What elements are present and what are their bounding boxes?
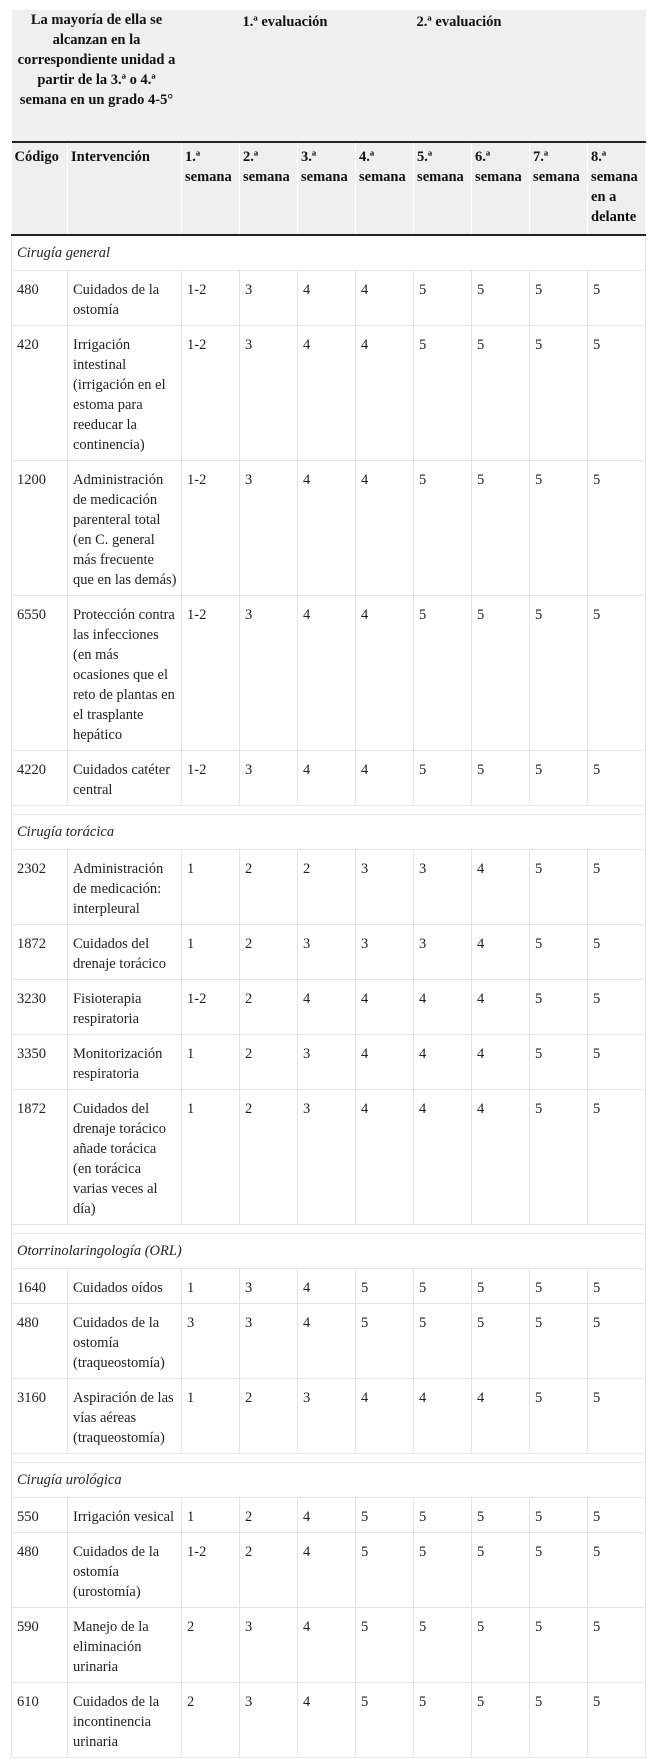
week-3-cell: 4	[298, 1498, 356, 1533]
column-header-8: 7.ª semana	[530, 142, 588, 235]
week-2-cell: 3	[240, 1608, 298, 1683]
week-1-cell: 1	[182, 925, 240, 980]
table-row	[12, 1035, 646, 1090]
week-5-cell: 4	[414, 1035, 472, 1090]
week-2-cell: 2	[240, 1090, 298, 1225]
table-row	[12, 751, 646, 806]
intervention-cell: Cuidados de la ostomía	[68, 271, 182, 326]
week-8-cell: 5	[588, 1533, 646, 1608]
week-7-cell: 5	[530, 1304, 588, 1379]
week-3-cell: 4	[298, 1304, 356, 1379]
week-5-cell: 5	[414, 1269, 472, 1304]
week-2-cell: 3	[240, 1683, 298, 1758]
code-cell: 1872	[12, 925, 68, 980]
table-row	[12, 850, 646, 925]
week-8-cell: 5	[588, 980, 646, 1035]
week-1-cell: 1-2	[182, 326, 240, 461]
column-header-1: Intervención	[68, 142, 182, 235]
section-title: Cirugía general	[12, 235, 646, 271]
table-row	[12, 596, 646, 751]
week-5-cell: 4	[414, 980, 472, 1035]
week-8-cell: 5	[588, 1304, 646, 1379]
week-7-cell: 5	[530, 1035, 588, 1090]
column-header-2: 1.ª semana	[182, 142, 240, 235]
week-3-cell: 4	[298, 1683, 356, 1758]
week-8-cell: 5	[588, 1683, 646, 1758]
table-row	[12, 271, 646, 326]
week-2-cell: 3	[240, 751, 298, 806]
nic-evaluation-table	[11, 10, 646, 1758]
week-3-cell: 4	[298, 980, 356, 1035]
week-4-cell: 4	[356, 751, 414, 806]
week-4-cell: 5	[356, 1608, 414, 1683]
week-7-cell: 5	[530, 326, 588, 461]
week-6-cell: 5	[472, 751, 530, 806]
week-8-cell: 5	[588, 596, 646, 751]
week-4-cell: 4	[356, 326, 414, 461]
week-6-cell: 5	[472, 461, 530, 596]
week-3-cell: 3	[298, 1379, 356, 1454]
intervention-cell: Cuidados catéter central	[68, 751, 182, 806]
intervention-cell: Aspiración de las vías aéreas (traqueostomía)	[68, 1379, 182, 1454]
week-3-cell: 4	[298, 1533, 356, 1608]
week-6-cell: 4	[472, 850, 530, 925]
table-row	[12, 1498, 646, 1533]
week-1-cell: 1	[182, 1379, 240, 1454]
week-3-cell: 4	[298, 751, 356, 806]
week-2-cell: 3	[240, 271, 298, 326]
week-8-cell: 5	[588, 1498, 646, 1533]
section-row	[12, 235, 646, 271]
intervention-cell: Administración de medicación parenteral total (en C. general más frecuente que en las demás)	[68, 461, 182, 596]
week-3-cell: 4	[298, 461, 356, 596]
intervention-cell: Manejo de la eliminación urinaria	[68, 1608, 182, 1683]
code-cell: 4220	[12, 751, 68, 806]
table-row	[12, 1090, 646, 1225]
week-5-cell: 5	[414, 1608, 472, 1683]
week-6-cell: 4	[472, 980, 530, 1035]
week-5-cell: 5	[414, 1304, 472, 1379]
week-2-cell: 2	[240, 980, 298, 1035]
week-8-cell: 5	[588, 925, 646, 980]
week-6-cell: 5	[472, 326, 530, 461]
week-3-cell: 4	[298, 596, 356, 751]
code-cell: 2302	[12, 850, 68, 925]
week-8-cell: 5	[588, 1608, 646, 1683]
week-7-cell: 5	[530, 751, 588, 806]
week-7-cell: 5	[530, 1683, 588, 1758]
column-header-0: Código	[12, 142, 68, 235]
week-2-cell: 3	[240, 596, 298, 751]
intervention-cell: Protección contra las infecciones (en más ocasiones que el reto de plantas en el trasplante hepático	[68, 596, 182, 751]
table-row	[12, 925, 646, 980]
eval-2-header: 2.ª evaluación	[414, 10, 646, 142]
table-row	[12, 1683, 646, 1758]
week-6-cell: 5	[472, 1498, 530, 1533]
code-cell: 1200	[12, 461, 68, 596]
code-cell: 550	[12, 1498, 68, 1533]
week-7-cell: 5	[530, 1269, 588, 1304]
section-row	[12, 1463, 646, 1498]
week-4-cell: 3	[356, 850, 414, 925]
week-2-cell: 2	[240, 1379, 298, 1454]
section-spacer	[12, 806, 646, 815]
week-5-cell: 5	[414, 1683, 472, 1758]
code-cell: 590	[12, 1608, 68, 1683]
week-7-cell: 5	[530, 980, 588, 1035]
code-cell: 3350	[12, 1035, 68, 1090]
week-1-cell: 1	[182, 1035, 240, 1090]
week-4-cell: 4	[356, 1090, 414, 1225]
table-row	[12, 980, 646, 1035]
week-1-cell: 1-2	[182, 271, 240, 326]
week-1-cell: 2	[182, 1683, 240, 1758]
week-8-cell: 5	[588, 1035, 646, 1090]
code-cell: 3230	[12, 980, 68, 1035]
week-1-cell: 2	[182, 1608, 240, 1683]
week-1-cell: 1-2	[182, 980, 240, 1035]
week-6-cell: 5	[472, 1683, 530, 1758]
week-6-cell: 4	[472, 1090, 530, 1225]
week-7-cell: 5	[530, 271, 588, 326]
week-2-cell: 2	[240, 925, 298, 980]
header-row-evaluations	[12, 10, 646, 142]
week-6-cell: 5	[472, 1608, 530, 1683]
week-8-cell: 5	[588, 326, 646, 461]
intervention-cell: Cuidados del drenaje torácico añade torácica (en torácica varias veces al día)	[68, 1090, 182, 1225]
week-3-cell: 2	[298, 850, 356, 925]
code-cell: 610	[12, 1683, 68, 1758]
week-2-cell: 3	[240, 326, 298, 461]
week-5-cell: 4	[414, 1379, 472, 1454]
week-8-cell: 5	[588, 461, 646, 596]
code-cell: 420	[12, 326, 68, 461]
week-4-cell: 4	[356, 980, 414, 1035]
intervention-cell: Irrigación vesical	[68, 1498, 182, 1533]
intervention-cell: Cuidados oídos	[68, 1269, 182, 1304]
week-3-cell: 4	[298, 271, 356, 326]
column-header-6: 5.ª semana	[414, 142, 472, 235]
week-6-cell: 4	[472, 1035, 530, 1090]
week-3-cell: 3	[298, 1035, 356, 1090]
code-cell: 480	[12, 1533, 68, 1608]
week-2-cell: 2	[240, 1498, 298, 1533]
week-7-cell: 5	[530, 850, 588, 925]
week-8-cell: 5	[588, 751, 646, 806]
week-5-cell: 5	[414, 751, 472, 806]
section-title: Cirugía torácica	[12, 815, 646, 850]
week-3-cell: 3	[298, 1090, 356, 1225]
week-3-cell: 4	[298, 1608, 356, 1683]
week-4-cell: 4	[356, 1379, 414, 1454]
table-row	[12, 1608, 646, 1683]
week-6-cell: 5	[472, 271, 530, 326]
column-header-5: 4.ª semana	[356, 142, 414, 235]
week-7-cell: 5	[530, 1608, 588, 1683]
column-header-9: 8.ª semana en a delante	[588, 142, 646, 235]
intervention-cell: Administración de medicación: interpleural	[68, 850, 182, 925]
week-5-cell: 4	[414, 1090, 472, 1225]
week-1-cell: 1	[182, 850, 240, 925]
eval-1-label: 1.ª evaluación	[242, 14, 328, 30]
week-4-cell: 5	[356, 1533, 414, 1608]
week-7-cell: 5	[530, 925, 588, 980]
week-1-cell: 1	[182, 1269, 240, 1304]
eval-1-header	[182, 10, 414, 142]
section-title: Otorrinolaringología (ORL)	[12, 1234, 646, 1269]
week-6-cell: 5	[472, 1533, 530, 1608]
intervention-cell: Irrigación intestinal (irrigación en el estoma para reeducar la continencia)	[68, 326, 182, 461]
week-3-cell: 3	[298, 925, 356, 980]
intervention-cell: Cuidados de la ostomía (traqueostomía)	[68, 1304, 182, 1379]
week-5-cell: 5	[414, 326, 472, 461]
spacer-cell	[12, 806, 646, 815]
week-7-cell: 5	[530, 1090, 588, 1225]
week-5-cell: 5	[414, 596, 472, 751]
table-row	[12, 1379, 646, 1454]
week-7-cell: 5	[530, 1498, 588, 1533]
week-1-cell: 3	[182, 1304, 240, 1379]
week-1-cell: 1-2	[182, 461, 240, 596]
week-8-cell: 5	[588, 271, 646, 326]
week-7-cell: 5	[530, 596, 588, 751]
section-row	[12, 1234, 646, 1269]
table-row	[12, 1269, 646, 1304]
week-4-cell: 5	[356, 1304, 414, 1379]
corner-note: La mayoría de ella se alcanzan en la correspondiente unidad a partir de la 3.ª o 4.ª semana en un grado 4-5°	[12, 10, 182, 142]
code-cell: 480	[12, 1304, 68, 1379]
week-5-cell: 3	[414, 850, 472, 925]
week-6-cell: 4	[472, 1379, 530, 1454]
section-spacer	[12, 1454, 646, 1463]
week-3-cell: 4	[298, 326, 356, 461]
week-8-cell: 5	[588, 1379, 646, 1454]
section-spacer	[12, 1225, 646, 1234]
week-4-cell: 4	[356, 461, 414, 596]
week-1-cell: 1	[182, 1498, 240, 1533]
week-1-cell: 1-2	[182, 596, 240, 751]
week-8-cell: 5	[588, 850, 646, 925]
week-4-cell: 4	[356, 1035, 414, 1090]
week-6-cell: 5	[472, 1269, 530, 1304]
table-row	[12, 1304, 646, 1379]
week-6-cell: 5	[472, 596, 530, 751]
table-row	[12, 1533, 646, 1608]
week-5-cell: 5	[414, 271, 472, 326]
code-cell: 1872	[12, 1090, 68, 1225]
code-cell: 6550	[12, 596, 68, 751]
spacer-cell	[12, 1225, 646, 1234]
week-2-cell: 2	[240, 1533, 298, 1608]
spacer-cell	[12, 1454, 646, 1463]
table-row	[12, 461, 646, 596]
code-cell: 3160	[12, 1379, 68, 1454]
column-header-4: 3.ª semana	[298, 142, 356, 235]
intervention-cell: Cuidados de la ostomía (urostomía)	[68, 1533, 182, 1608]
intervention-cell: Monitorización respiratoria	[68, 1035, 182, 1090]
week-8-cell: 5	[588, 1269, 646, 1304]
week-1-cell: 1-2	[182, 1533, 240, 1608]
week-4-cell: 5	[356, 1498, 414, 1533]
code-cell: 1640	[12, 1269, 68, 1304]
week-2-cell: 3	[240, 1304, 298, 1379]
week-4-cell: 5	[356, 1683, 414, 1758]
header-row-columns	[12, 142, 646, 235]
week-7-cell: 5	[530, 1533, 588, 1608]
table-body	[12, 235, 646, 1758]
week-5-cell: 5	[414, 461, 472, 596]
code-cell: 480	[12, 271, 68, 326]
nic-evaluation-table-container	[11, 10, 645, 1758]
week-5-cell: 3	[414, 925, 472, 980]
week-7-cell: 5	[530, 461, 588, 596]
week-1-cell: 1	[182, 1090, 240, 1225]
week-4-cell: 4	[356, 271, 414, 326]
week-2-cell: 3	[240, 1269, 298, 1304]
week-5-cell: 5	[414, 1533, 472, 1608]
week-4-cell: 4	[356, 596, 414, 751]
week-7-cell: 5	[530, 1379, 588, 1454]
week-2-cell: 3	[240, 461, 298, 596]
intervention-cell: Cuidados del drenaje torácico	[68, 925, 182, 980]
table-row	[12, 326, 646, 461]
week-4-cell: 5	[356, 1269, 414, 1304]
intervention-cell: Cuidados de la incontinencia urinaria	[68, 1683, 182, 1758]
week-2-cell: 2	[240, 1035, 298, 1090]
week-6-cell: 5	[472, 1304, 530, 1379]
week-3-cell: 4	[298, 1269, 356, 1304]
week-2-cell: 2	[240, 850, 298, 925]
week-4-cell: 3	[356, 925, 414, 980]
section-title: Cirugía urológica	[12, 1463, 646, 1498]
week-6-cell: 4	[472, 925, 530, 980]
section-row	[12, 815, 646, 850]
week-1-cell: 1-2	[182, 751, 240, 806]
week-5-cell: 5	[414, 1498, 472, 1533]
intervention-cell: Fisioterapia respiratoria	[68, 980, 182, 1035]
column-header-3: 2.ª semana	[240, 142, 298, 235]
week-8-cell: 5	[588, 1090, 646, 1225]
column-header-7: 6.ª semana	[472, 142, 530, 235]
